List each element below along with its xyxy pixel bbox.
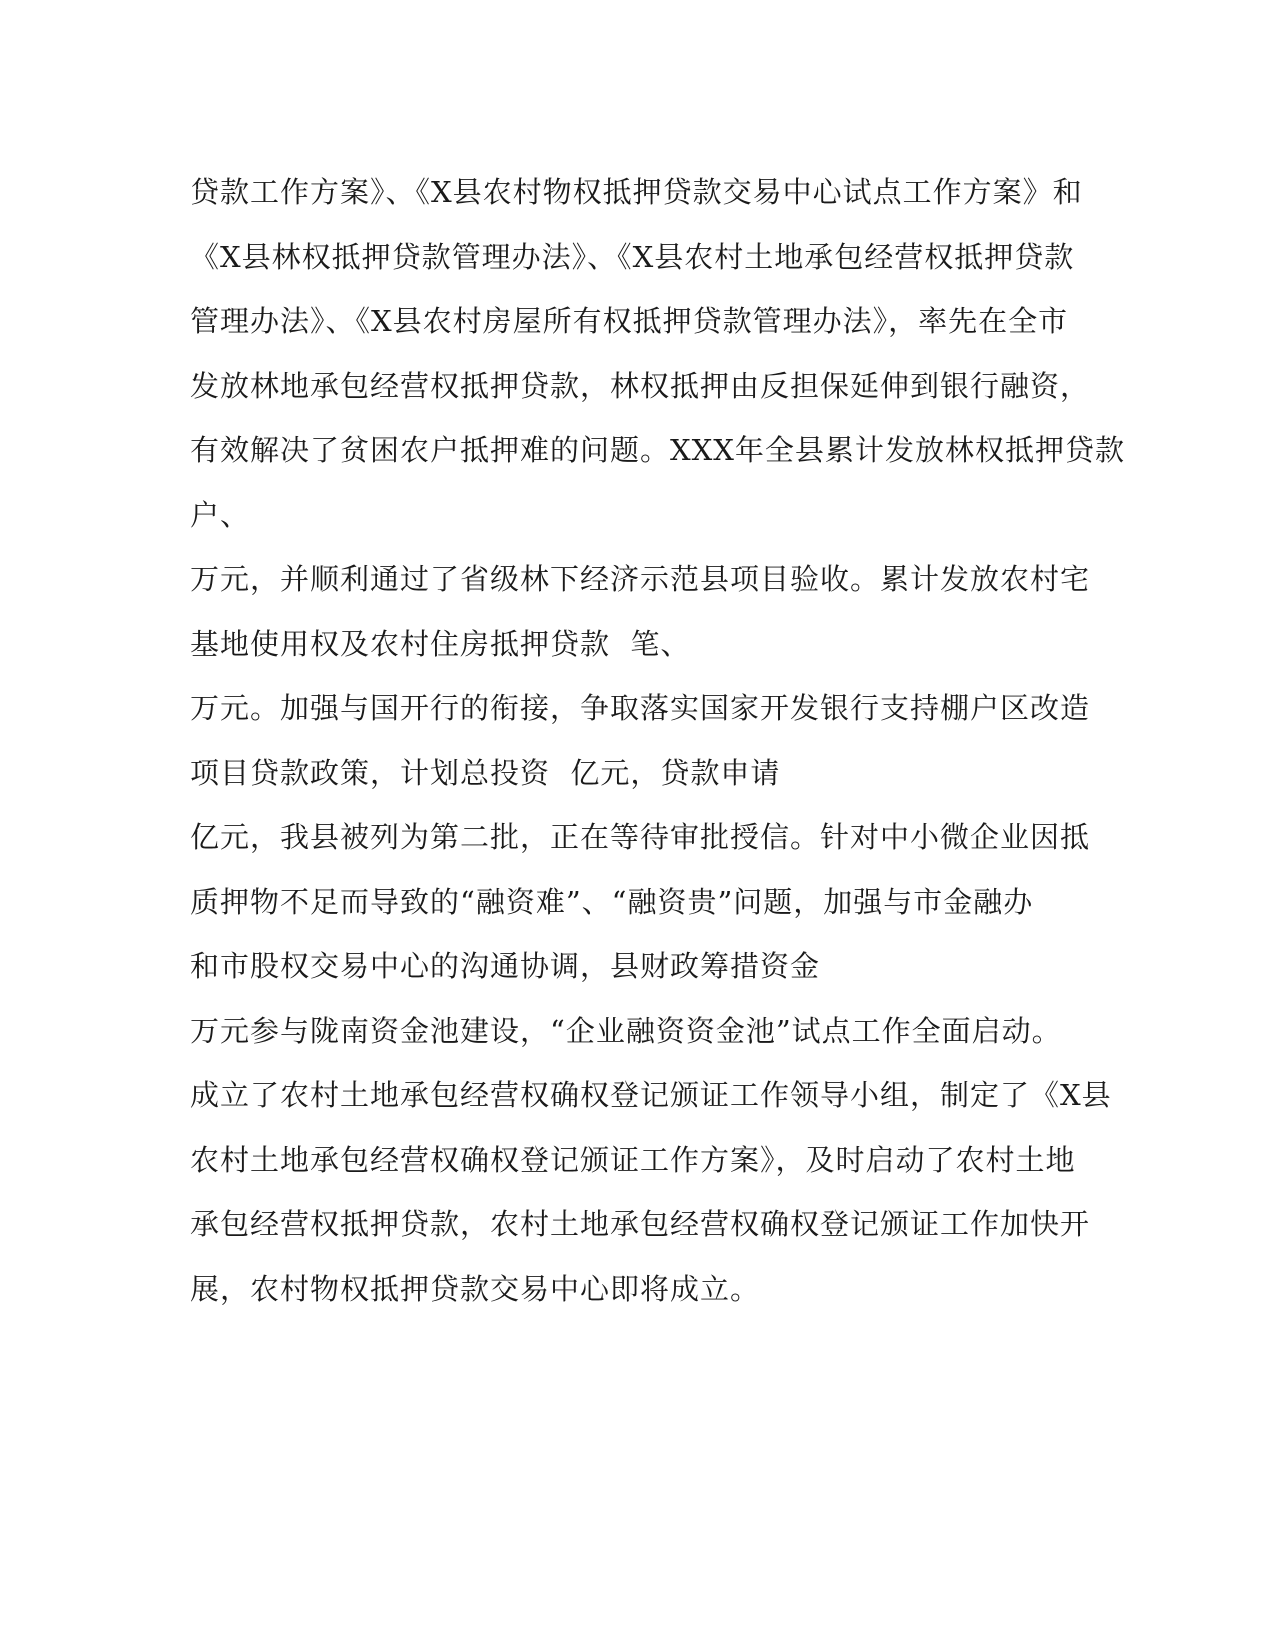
- text-line: 万元，并顺利通过了省级林下经济示范县项目验收。累计发放农村宅: [190, 562, 1091, 596]
- text-line: 承包经营权抵押贷款，农村土地承包经营权确权登记颁证工作加快开: [190, 1207, 1091, 1241]
- text-line: 有效解决了贫困农户抵押难的问题。XXX年全县累计发放林权抵押贷款: [190, 433, 1125, 467]
- text-line: 万元参与陇南资金池建设，“企业融资资金池”试点工作全面启动。: [190, 1013, 1062, 1048]
- text-line: 万元。加强与国开行的衔接，争取落实国家开发银行支持棚户区改造: [190, 691, 1091, 725]
- text-line: 质押物不足而导致的“融资难”、“融资贵”问题，加强与市金融办: [190, 884, 1034, 919]
- text-line: 发放林地承包经营权抵押贷款，林权抵押由反担保延伸到银行融资，: [190, 368, 1091, 403]
- text-line: 农村土地承包经营权确权登记颁证工作方案》，及时启动了农村土地: [190, 1142, 1076, 1177]
- text-line: 成立了农村土地承包经营权确权登记颁证工作领导小组，制定了《X县: [190, 1078, 1112, 1112]
- text-line: 户、: [190, 497, 251, 532]
- text-line: 和市股权交易中心的沟通协调，县财政筹措资金: [190, 949, 821, 983]
- text-line: 《X县林权抵押贷款管理办法》、《X县农村土地承包经营权抵押贷款: [190, 239, 1075, 274]
- text-line: 基地使用权及农村住房抵押贷款 笔、: [190, 626, 691, 661]
- text-line: 亿元，我县被列为第二批，正在等待审批授信。针对中小微企业因抵: [190, 820, 1091, 854]
- text-line: 贷款工作方案》、《X县农村物权抵押贷款交易中心试点工作方案》和: [190, 175, 1083, 209]
- body-text: [190, 160, 1125, 1321]
- text-line: 展，农村物权抵押贷款交易中心即将成立。: [190, 1271, 761, 1306]
- text-line: 项目贷款政策，计划总投资 亿元，贷款申请: [190, 755, 781, 790]
- text-line: 管理办法》、《X县农村房屋所有权抵押贷款管理办法》，率先在全市: [190, 304, 1069, 338]
